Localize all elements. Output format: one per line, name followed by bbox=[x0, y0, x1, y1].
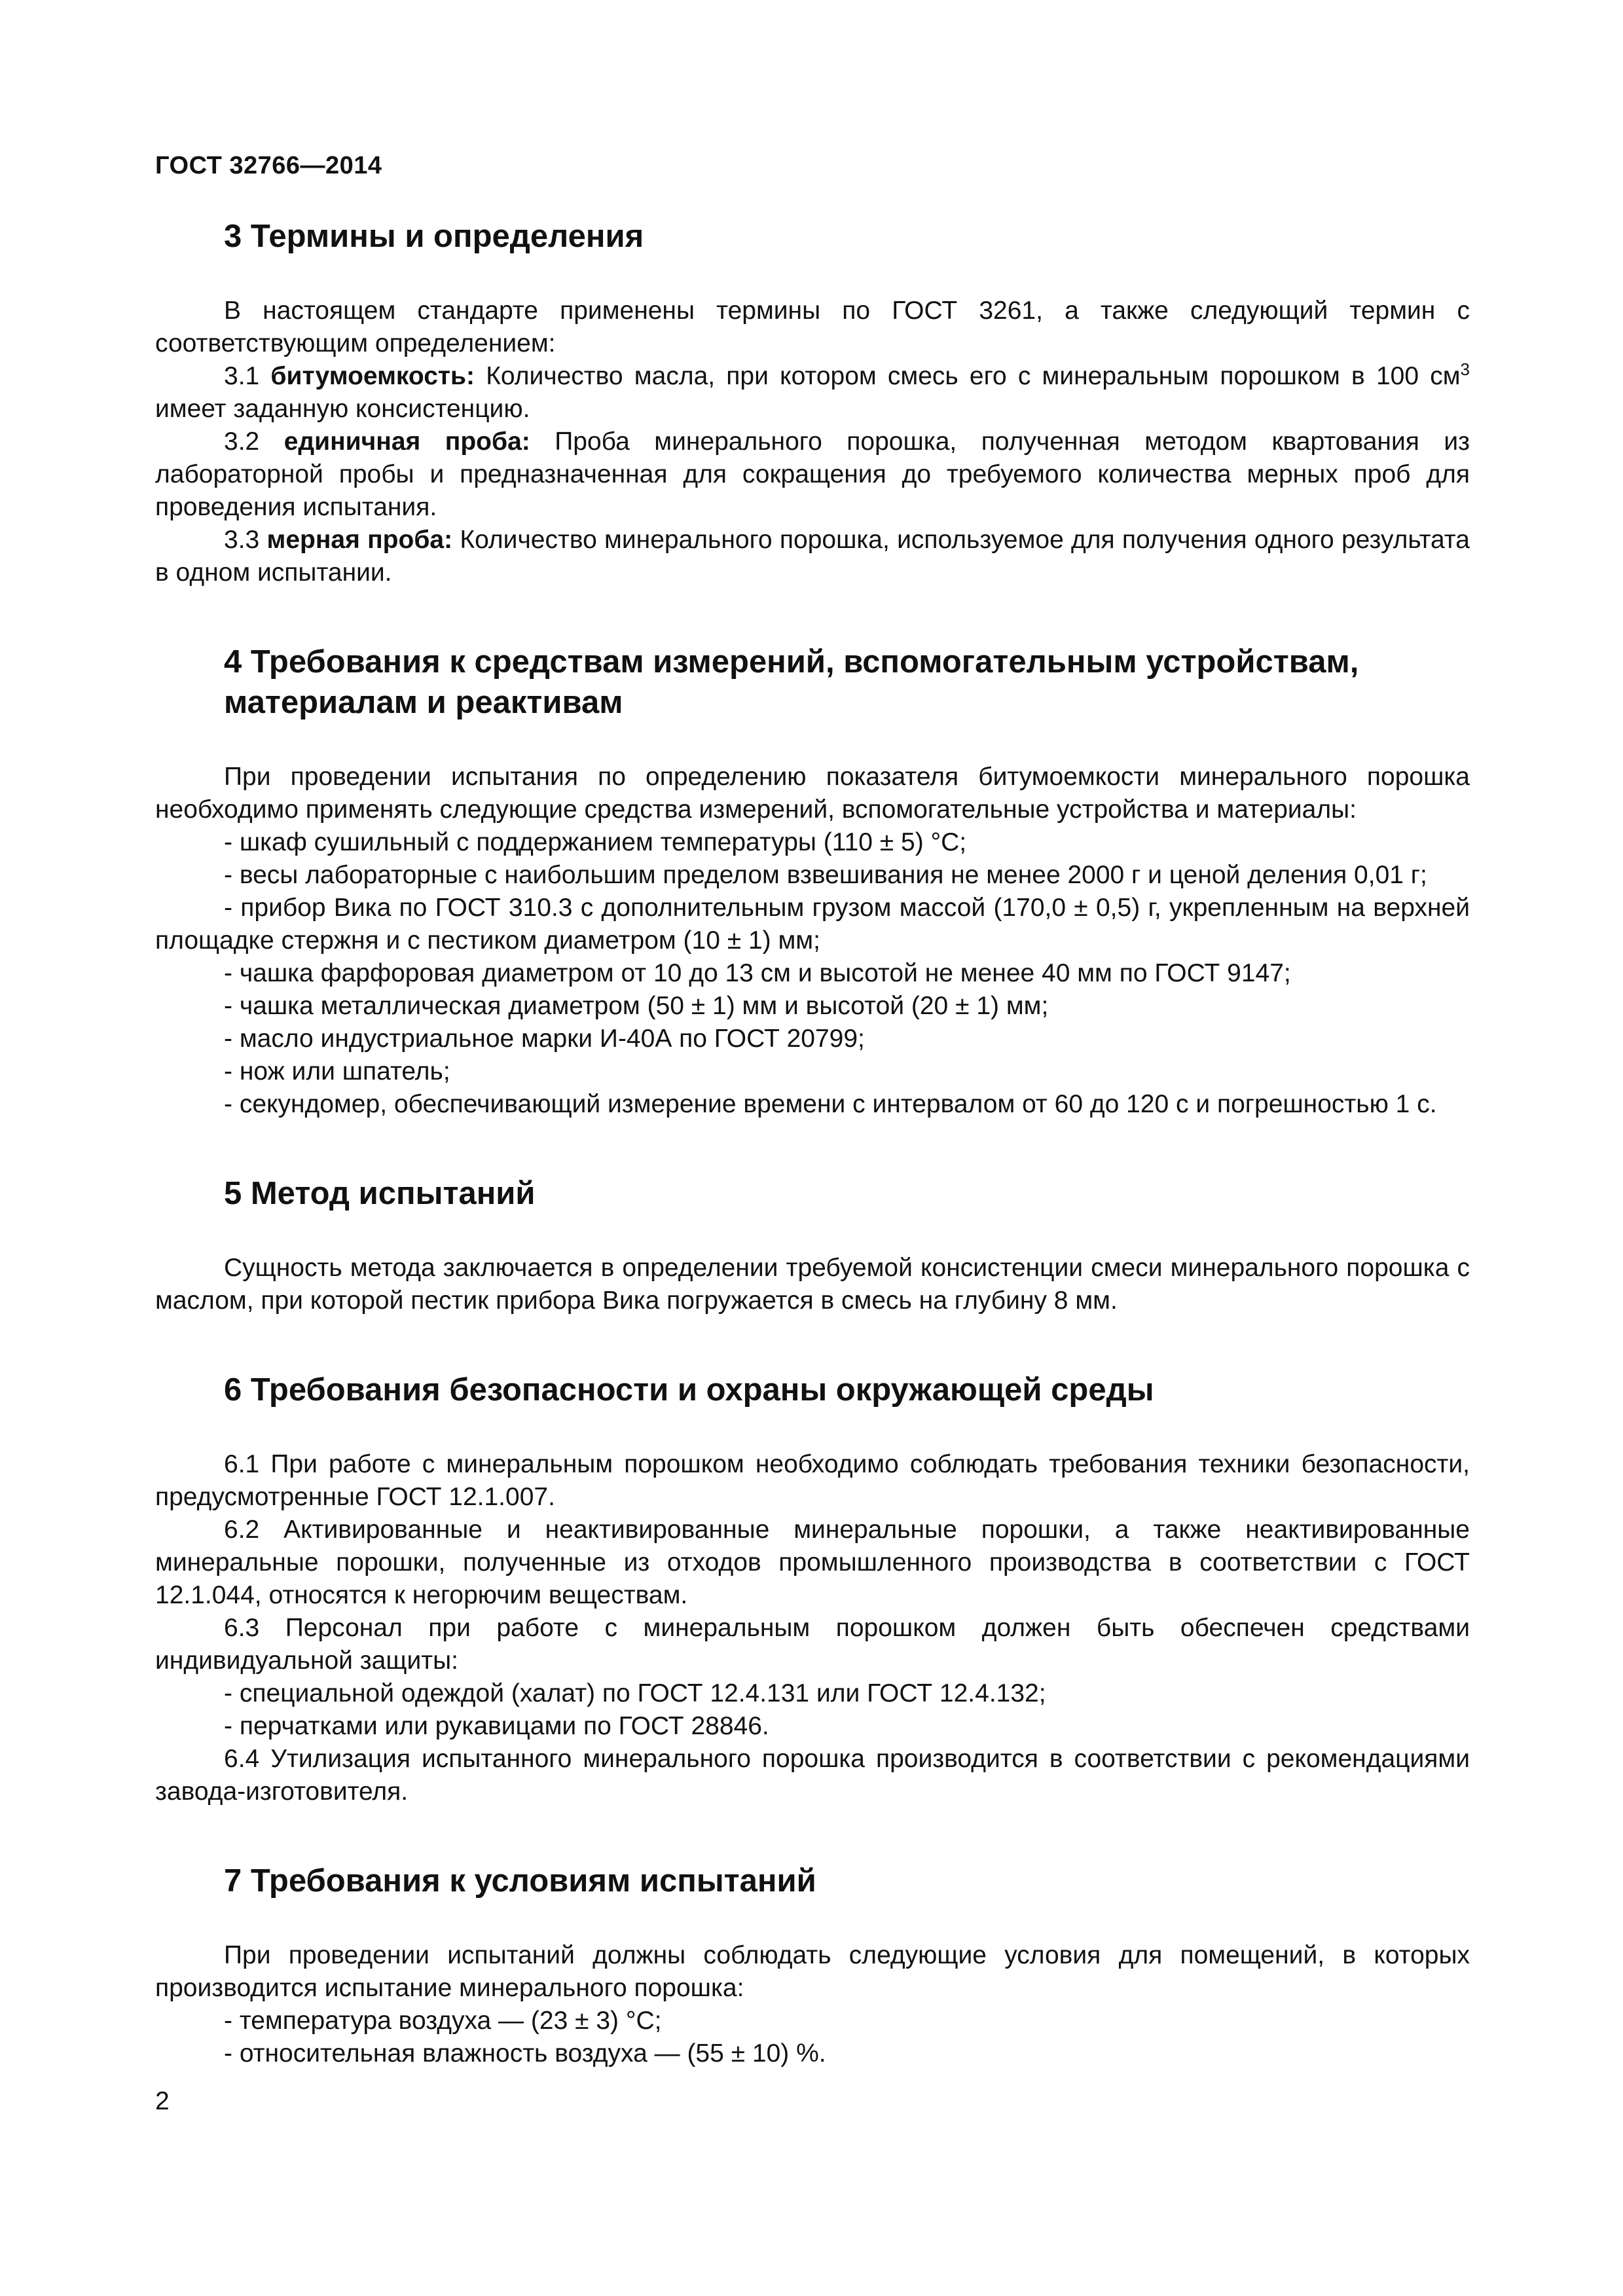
section-6 bbox=[155, 1370, 1470, 1808]
term-3-1-number: 3.1 bbox=[224, 362, 260, 390]
list-item: - масло индустриальное марки И-40А по ГОСТ 20799; bbox=[224, 1025, 865, 1053]
term-3-3-definition: Количество минерального порошка, используемое для получения одного результата в одном испытании. bbox=[155, 526, 1470, 587]
term-3-3-number: 3.3 bbox=[224, 526, 260, 554]
section-7-title: 7 Требования к условиям испытаний bbox=[224, 1863, 816, 1899]
section-4-title-line-1: 4 Требования к средствам измерений, вспомогательным устройствам, bbox=[224, 644, 1359, 680]
list-item: - чашка фарфоровая диаметром от 10 до 13 см и высотой не менее 40 мм по ГОСТ 9147; bbox=[224, 959, 1291, 987]
document-code: ГОСТ 32766—2014 bbox=[155, 152, 382, 179]
clause-6-2: 6.2 Активированные и неактивированные минеральные порошки, а также неактивированные минеральные порошки, полученные из отходов промышленного производства в соответствии с ГОСТ 12.1.044, относятся к негорючим веществам. bbox=[155, 1516, 1470, 1609]
page-number: 2 bbox=[155, 2087, 170, 2115]
term-3-2-definition: Проба минерального порошка, полученная методом квартования из лабораторной пробы и предназначенная для сокращения до требуемого количества мерных проб для проведения испытания. bbox=[155, 428, 1470, 521]
section-4-title-line-2: материалам и реактивам bbox=[224, 685, 623, 720]
term-3-1-superscript: 3 bbox=[1460, 359, 1470, 379]
list-item: - секундомер, обеспечивающий измерение времени с интервалом от 60 до 120 с и погрешностью 1 с. bbox=[224, 1090, 1437, 1118]
section-7 bbox=[155, 1861, 1470, 2070]
section-7-body bbox=[155, 1939, 1470, 2070]
list-item: - специальной одеждой (халат) по ГОСТ 12.4.131 или ГОСТ 12.4.132; bbox=[224, 1679, 1046, 1707]
term-3-2-number: 3.2 bbox=[224, 428, 260, 456]
section-3-intro: В настоящем стандарте применены термины по ГОСТ 3261, а также следующий термин с соответствующим определением: bbox=[155, 297, 1470, 357]
section-4 bbox=[155, 642, 1470, 1121]
list-item: - весы лабораторные с наибольшим пределом взвешивания не менее 2000 г и ценой деления 0,01 г; bbox=[224, 861, 1427, 889]
section-4-title bbox=[155, 642, 1470, 723]
section-5-title: 5 Метод испытаний bbox=[224, 1176, 536, 1211]
section-4-body bbox=[155, 761, 1470, 1121]
clause-6-4: 6.4 Утилизация испытанного минерального порошка производится в соответствии с рекомендациями завода-изготовителя. bbox=[155, 1745, 1470, 1806]
term-3-1-term: битумоемкость: bbox=[270, 362, 475, 390]
list-item: - шкаф сушильный с поддержанием температуры (110 ± 5) °С; bbox=[224, 828, 967, 856]
section-3 bbox=[155, 216, 1470, 589]
term-3-2 bbox=[155, 426, 1470, 524]
section-6-body bbox=[155, 1448, 1470, 1808]
section-7-intro: При проведении испытаний должны соблюдать следующие условия для помещений, в которых производится испытание минерального порошка: bbox=[155, 1941, 1470, 2002]
list-item: - перчатками или рукавицами по ГОСТ 28846. bbox=[224, 1712, 769, 1740]
term-3-1 bbox=[155, 360, 1470, 426]
list-item: - относительная влажность воздуха — (55 ± 10) %. bbox=[224, 2039, 826, 2068]
section-3-title: 3 Термины и определения bbox=[224, 219, 644, 254]
list-item: - нож или шпатель; bbox=[224, 1057, 450, 1085]
section-5 bbox=[155, 1173, 1470, 1317]
list-item: - прибор Вика по ГОСТ 310.3 с дополнительным грузом массой (170,0 ± 0,5) г, укрепленным на верхней площадке стержня и с пестиком диаметром (10 ± 1) мм; bbox=[155, 894, 1470, 955]
term-3-1-definition-end: имеет заданную консистенцию. bbox=[155, 395, 530, 423]
list-item: - температура воздуха — (23 ± 3) °С; bbox=[224, 2007, 662, 2035]
section-5-text: Сущность метода заключается в определении требуемой консистенции смеси минерального порошка с маслом, при которой пестик прибора Вика погружается в смесь на глубину 8 мм. bbox=[155, 1254, 1470, 1315]
term-3-3-term: мерная проба: bbox=[266, 526, 453, 554]
section-4-intro: При проведении испытания по определению показателя битумоемкости минерального порошка необходимо применять следующие средства измерений, вспомогательные устройства и материалы: bbox=[155, 763, 1470, 824]
term-3-2-term: единичная проба: bbox=[283, 428, 530, 456]
clause-6-3: 6.3 Персонал при работе с минеральным порошком должен быть обеспечен средствами индивидуальной защиты: bbox=[155, 1614, 1470, 1675]
document-body bbox=[155, 216, 1470, 2070]
section-3-body bbox=[155, 295, 1470, 589]
term-3-1-definition: Количество масла, при котором смесь его с минеральным порошком в 100 см bbox=[486, 362, 1461, 390]
section-5-body bbox=[155, 1252, 1470, 1317]
list-item: - чашка металлическая диаметром (50 ± 1) мм и высотой (20 ± 1) мм; bbox=[224, 992, 1049, 1020]
clause-6-1: 6.1 При работе с минеральным порошком необходимо соблюдать требования техники безопасности, предусмотренные ГОСТ 12.1.007. bbox=[155, 1450, 1470, 1511]
term-3-3 bbox=[155, 524, 1470, 589]
section-6-title: 6 Требования безопасности и охраны окружающей среды bbox=[224, 1372, 1154, 1408]
